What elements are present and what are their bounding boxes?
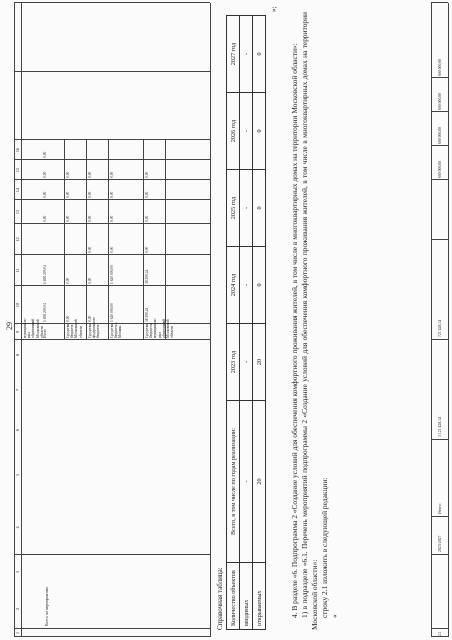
value-cell: 1 620 000,00 (110, 265, 114, 284)
cell: 0 (253, 16, 266, 93)
source-label: Средства бюджетов муниципаль- ных образований Московской области (145, 318, 175, 338)
value-cell: 38 290,44 (145, 269, 149, 284)
col-num-1: 1 (15, 631, 20, 635)
top-cell-text: муниципаль- ных образований Московской области (23, 318, 44, 338)
value-cell: 0,00 (88, 171, 92, 178)
value-cell: 0,00 (145, 246, 149, 253)
col-num-2: 2 (15, 607, 20, 611)
value-cell: 0,00 (88, 315, 92, 322)
paragraph: « (330, 614, 339, 618)
header-cell: 2027 год (227, 16, 240, 93)
value-cell: 0,00 (145, 215, 149, 222)
col-num-8: 8 (15, 353, 20, 357)
row-period: 2023-2027 (438, 535, 442, 552)
col-num-13: 13 (15, 209, 20, 215)
row-number: 2.1 (438, 631, 442, 636)
reference-row (253, 16, 266, 630)
header-cell: 2025 год (227, 170, 240, 247)
cell: - (240, 16, 253, 93)
row-label: вводимых (240, 563, 253, 630)
value-cell: 0,00 (88, 215, 92, 222)
col-num-14: 14 (15, 187, 20, 193)
value-cell: 0,00 (145, 171, 149, 178)
source-label: Итого (43, 328, 47, 338)
col-num-11: 11 (15, 268, 20, 273)
value-cell: 0,00 (66, 277, 70, 284)
header-cell: Всего, в том числе по годам реализации: (227, 401, 240, 563)
row-value-2024: 600 000,00 (438, 160, 442, 178)
col-num-7: 7 (15, 388, 20, 392)
value-cell: 0,00 (88, 277, 92, 284)
value-cell: 0,00 (43, 215, 47, 222)
reference-header-row (227, 16, 240, 630)
row-value-2023: 721 428,14 (438, 319, 442, 337)
paragraph: 4. В разделе «6. Подпрограмма 2 «Создание условий для обеспечения комфортного проживания жителей, в том числе в многоквартирных домах на территории Московской области»: (290, 43, 299, 618)
value-cell: 0,00 (88, 191, 92, 198)
row-total: 3 121 428,14 (438, 417, 442, 437)
value-cell: 1 658 205,04 (43, 265, 47, 284)
value-cell: 0,00 (145, 191, 149, 198)
col-num-3: 3 (15, 570, 20, 574)
source-label: Средства бюджета Московской области (66, 319, 83, 338)
cell: - (240, 170, 253, 247)
value-cell: 0,00 (66, 215, 70, 222)
col-num-16: 16 (15, 147, 20, 153)
page-number: 29 (5, 322, 14, 330)
source-label: Средства бюджета г. Москвы (110, 321, 123, 338)
value-cell: 0,00 (110, 215, 114, 222)
cell: 20 (253, 324, 266, 401)
header-cell: 2024 год (227, 247, 240, 324)
col-num-9: 9 (15, 330, 20, 334)
value-cell: 0,00 (110, 246, 114, 253)
col-num-15: 15 (15, 167, 20, 173)
cell: - (240, 324, 253, 401)
cell: 20 (253, 401, 266, 563)
col-num-10: 10 (15, 302, 20, 308)
value-cell: 0,00 (43, 171, 47, 178)
value-cell: 1 620 000,00 (110, 303, 114, 322)
value-cell: 0,00 (88, 246, 92, 253)
value-cell: 0,00 (66, 191, 70, 198)
reference-title: Справочная таблица: (216, 567, 224, 630)
row-value-2027: 600 000,00 (438, 58, 442, 76)
cell: 0 (253, 170, 266, 247)
value-cell: 0,00 (110, 171, 114, 178)
header-cell: 2026 год (227, 93, 240, 170)
value-cell: 0,00 (110, 191, 114, 198)
row-label: Итого: (438, 503, 442, 514)
value-cell: 0,00 (43, 151, 47, 158)
header-cell: Количество объектов (227, 563, 240, 630)
value-cell: 1 658 205,04 (43, 303, 47, 322)
col-num-4: 4 (15, 526, 20, 529)
closing-quote: »; (270, 6, 278, 12)
value-cell: 0,00 (43, 191, 47, 198)
row-value-2026: 600 000,00 (438, 92, 442, 110)
value-cell: 0,00 (66, 171, 70, 178)
cell: - (240, 93, 253, 170)
cell: - (240, 247, 253, 324)
col-num-5: 5 (15, 473, 20, 477)
row-label: Всего по мероприятию (44, 586, 49, 626)
reference-row (240, 16, 253, 630)
col-num-6: 6 (15, 428, 20, 432)
body-text (290, 12, 340, 630)
paragraph: строку 2.1 изложить в следующей редакции: (320, 477, 329, 618)
row-value-2025: 600 000,00 (438, 126, 442, 144)
cell: - (240, 401, 253, 563)
value-cell: 38 290,44 (145, 307, 149, 322)
cell: 0 (253, 93, 266, 170)
value-cell: 0,00 (66, 315, 70, 322)
paragraph: 1) в подразделе «6.1. Перечень мероприятий подпрограммы 2 «Создание условий для обеспечения комфортного проживания жителей, в том числе в многоквартирных домах на территории Московской области»: (300, 12, 319, 630)
row-label: открываемых (253, 563, 266, 630)
col-num-12: 12 (15, 237, 20, 242)
header-cell: 2023 год (227, 324, 240, 401)
reference-table (226, 15, 266, 630)
source-label: Средства федерального бюджета (88, 316, 101, 338)
cell: 0 (253, 247, 266, 324)
